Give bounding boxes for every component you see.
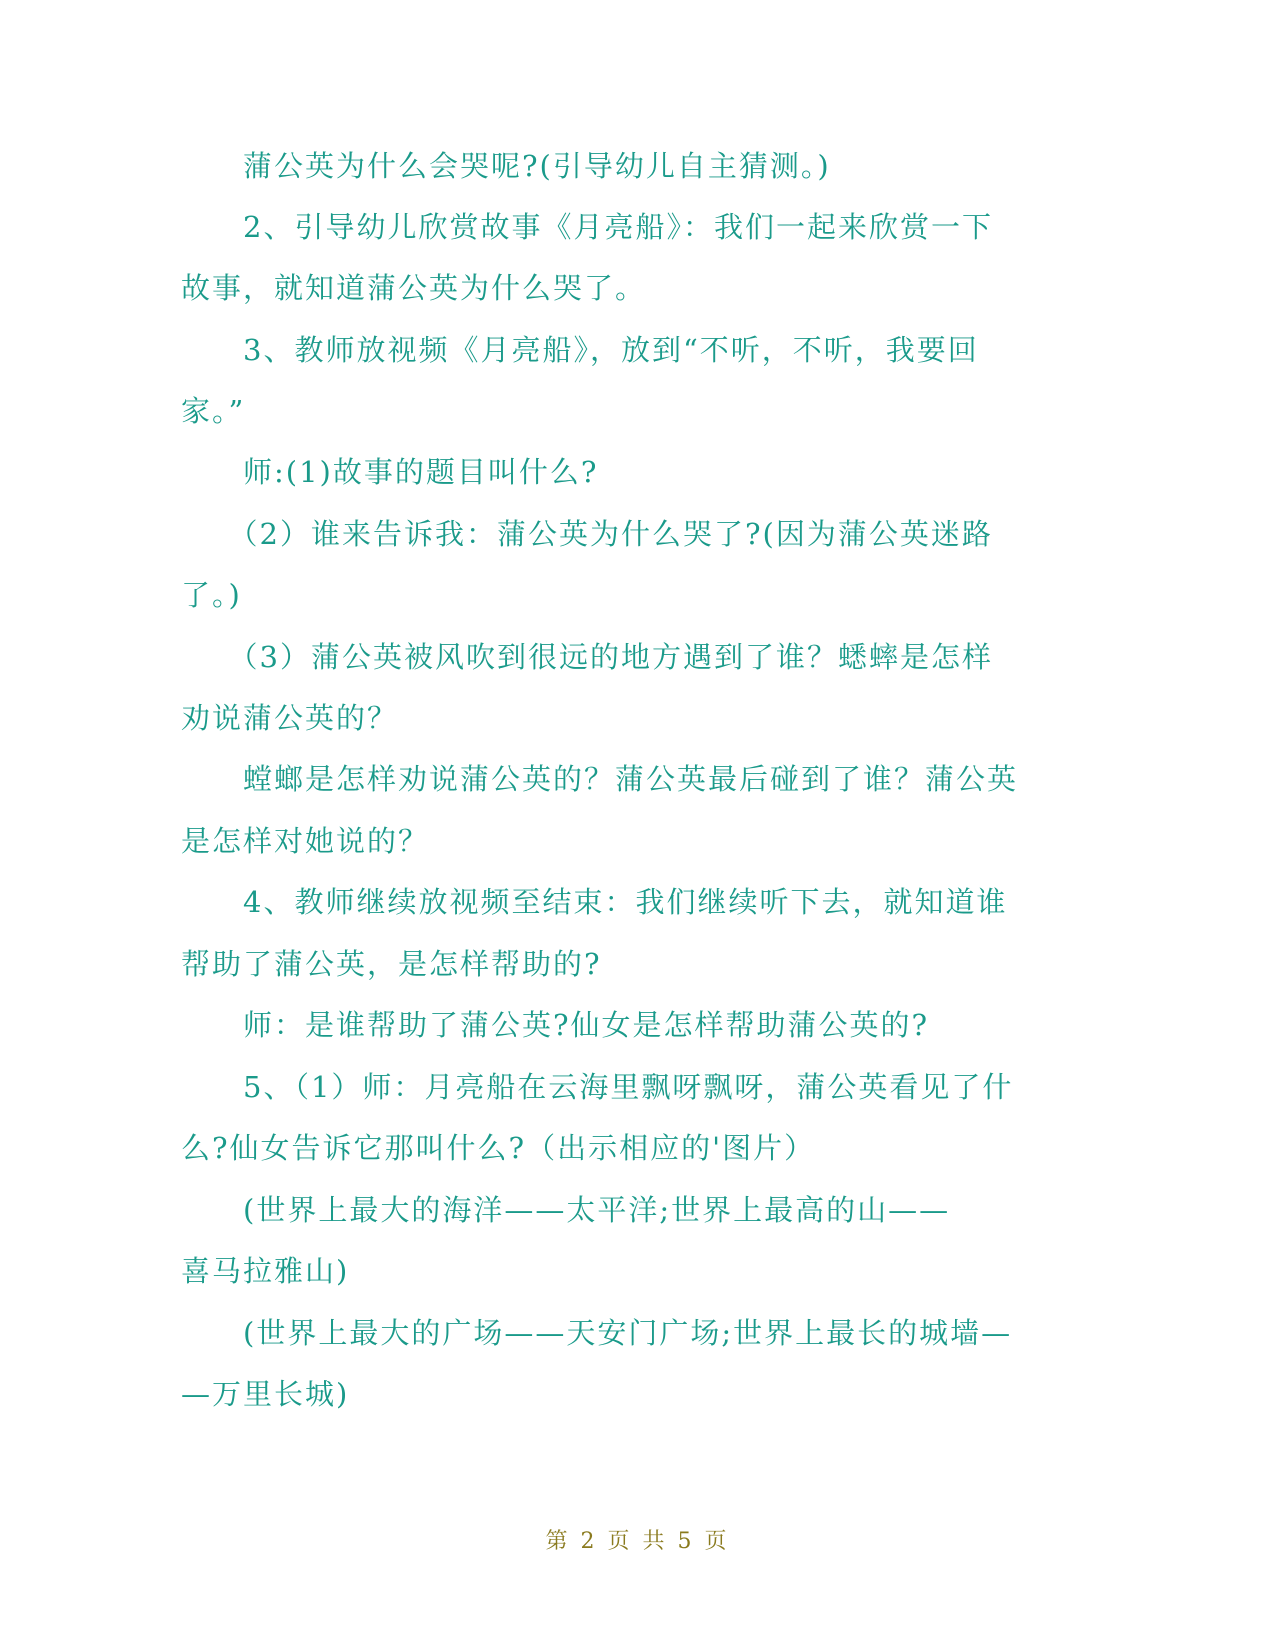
paragraph-line: 师:(1)故事的题目叫什么? bbox=[181, 455, 599, 489]
paragraph-line: 故事，就知道蒲公英为什么哭了。 bbox=[181, 271, 647, 305]
paragraph-line: —万里长城) bbox=[181, 1377, 350, 1411]
paragraph-line: 帮助了蒲公英，是怎样帮助的? bbox=[181, 947, 602, 981]
paragraph-line: 喜马拉雅山) bbox=[181, 1254, 350, 1288]
paragraph-line: 劝说蒲公英的？ bbox=[181, 701, 399, 735]
paragraph-line: 蒲公英为什么会哭呢?(引导幼儿自主猜测。) bbox=[181, 149, 831, 183]
paragraph-line: 螳螂是怎样劝说蒲公英的？蒲公英最后碰到了谁？蒲公英 bbox=[181, 762, 1019, 796]
paragraph-line: 了。) bbox=[181, 578, 242, 612]
paragraph-line: 4、教师继续放视频至结束：我们继续听下去，就知道谁 bbox=[181, 885, 1008, 919]
paragraph-line: (世界上最大的海洋——太平洋;世界上最高的山—— bbox=[181, 1193, 951, 1227]
paragraph-line: 家。” bbox=[181, 394, 246, 428]
paragraph-line: 5、（1）师：月亮船在云海里飘呀飘呀，蒲公英看见了什 bbox=[181, 1070, 1014, 1104]
paragraph-line: (世界上最大的广场——天安门广场;世界上最长的城墙— bbox=[181, 1316, 1013, 1350]
paragraph-line: 师：是谁帮助了蒲公英?仙女是怎样帮助蒲公英的? bbox=[181, 1008, 930, 1042]
paragraph-line: 是怎样对她说的？ bbox=[181, 824, 430, 858]
paragraph-line: 么?仙女告诉它那叫什么?（出示相应的'图片） bbox=[181, 1131, 816, 1165]
page-number-footer: 第 2 页 共 5 页 bbox=[545, 1529, 730, 1554]
paragraph-line: 2、引导幼儿欣赏故事《月亮船》：我们一起来欣赏一下 bbox=[181, 210, 993, 244]
paragraph-line: （3）蒲公英被风吹到很远的地方遇到了谁？蟋蟀是怎样 bbox=[181, 640, 993, 674]
paragraph-line: 3、教师放视频《月亮船》，放到“不听，不听，我要回 bbox=[181, 333, 979, 367]
paragraph-line: （2）谁来告诉我：蒲公英为什么哭了?(因为蒲公英迷路 bbox=[181, 517, 993, 551]
